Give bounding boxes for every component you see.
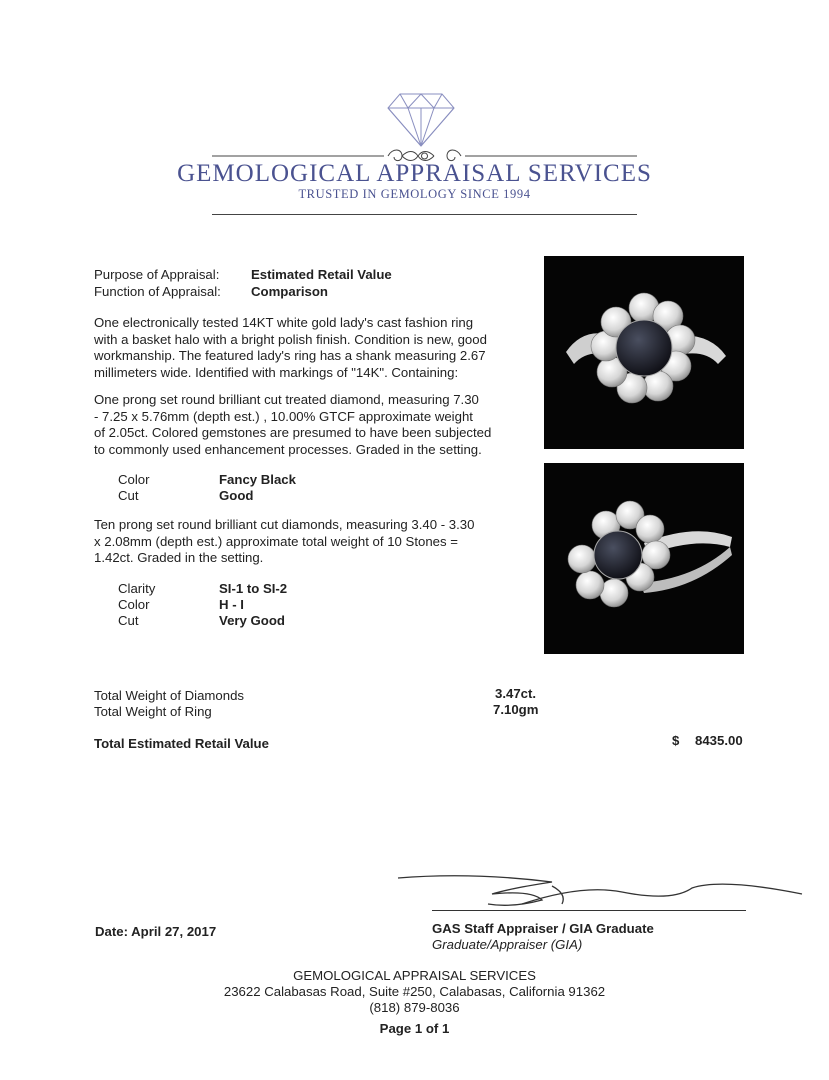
appraiser-title: GAS Staff Appraiser / GIA Graduate bbox=[432, 921, 654, 936]
center-grade-value: Good bbox=[219, 488, 254, 503]
center-grade-label: Cut bbox=[118, 488, 139, 503]
company-logo-title: GEMOLOGICAL APPRAISAL SERVICES bbox=[177, 160, 652, 187]
footer-address: 23622 Calabasas Road, Suite #250, Calabasas, California 91362 bbox=[223, 984, 606, 999]
center-stone-description: One prong set round brilliant cut treated diamond, measuring 7.30 - 7.25 x 5.76mm (depth est.) , 10.00% GTCF approximate weight of 2.05ct. Colored gemstones are presumed to have been subjected to commonly used enhancement processes. Graded in the setting. bbox=[94, 392, 492, 457]
appraiser-subtitle: Graduate/Appraiser (GIA) bbox=[432, 937, 583, 952]
function-label: Function of Appraisal: bbox=[94, 284, 221, 299]
function-value: Comparison bbox=[251, 284, 328, 299]
header-rule bbox=[212, 214, 637, 215]
side-grade-value: H - I bbox=[219, 597, 244, 612]
side-grade-value: SI-1 to SI-2 bbox=[219, 581, 288, 596]
footer-phone: (818) 879-8036 bbox=[369, 1000, 460, 1015]
ring-description: One electronically tested 14KT white gold lady's cast fashion ring with a basket halo with a bright polish finish. Condition is new, good workmanship. The featured lady's ring has a shank measuring 2.67 millimeters wide. Identified with markings of "14K". Containing: bbox=[94, 315, 487, 380]
total-ring-label: Total Weight of Ring bbox=[94, 704, 212, 719]
purpose-value: Estimated Retail Value bbox=[251, 267, 392, 282]
signature-line bbox=[432, 910, 746, 911]
appraisal-date: Date: April 27, 2017 bbox=[95, 924, 217, 939]
retail-value-label: Total Estimated Retail Value bbox=[94, 736, 269, 751]
diamond-logo-icon bbox=[386, 92, 456, 148]
signature bbox=[392, 864, 812, 916]
side-stones-description: Ten prong set round brilliant cut diamonds, measuring 3.40 - 3.30 x 2.08mm (depth est.) approximate total weight of 10 Stones = 1.42ct. Graded in the setting. bbox=[94, 517, 475, 565]
total-diamonds-label: Total Weight of Diamonds bbox=[94, 688, 245, 703]
center-grade-value: Fancy Black bbox=[219, 472, 296, 487]
purpose-label: Purpose of Appraisal: bbox=[94, 267, 220, 282]
side-grade-label: Clarity bbox=[118, 581, 156, 596]
ring-photo-side bbox=[544, 463, 744, 654]
page-number: Page 1 of 1 bbox=[379, 1021, 450, 1036]
side-grade-value: Very Good bbox=[219, 613, 285, 628]
center-grade-label: Color bbox=[118, 472, 150, 487]
retail-value-amount: 8435.00 bbox=[695, 733, 743, 748]
side-grade-label: Color bbox=[118, 597, 150, 612]
side-grade-label: Cut bbox=[118, 613, 139, 628]
footer-company: GEMOLOGICAL APPRAISAL SERVICES bbox=[293, 968, 536, 983]
total-diamonds-value: 3.47ct. bbox=[495, 686, 537, 701]
company-tagline: TRUSTED IN GEMOLOGY SINCE 1994 bbox=[298, 187, 531, 201]
ring-photo-top bbox=[544, 256, 744, 449]
currency-symbol: $ bbox=[672, 733, 680, 748]
total-ring-value: 7.10gm bbox=[493, 702, 539, 717]
